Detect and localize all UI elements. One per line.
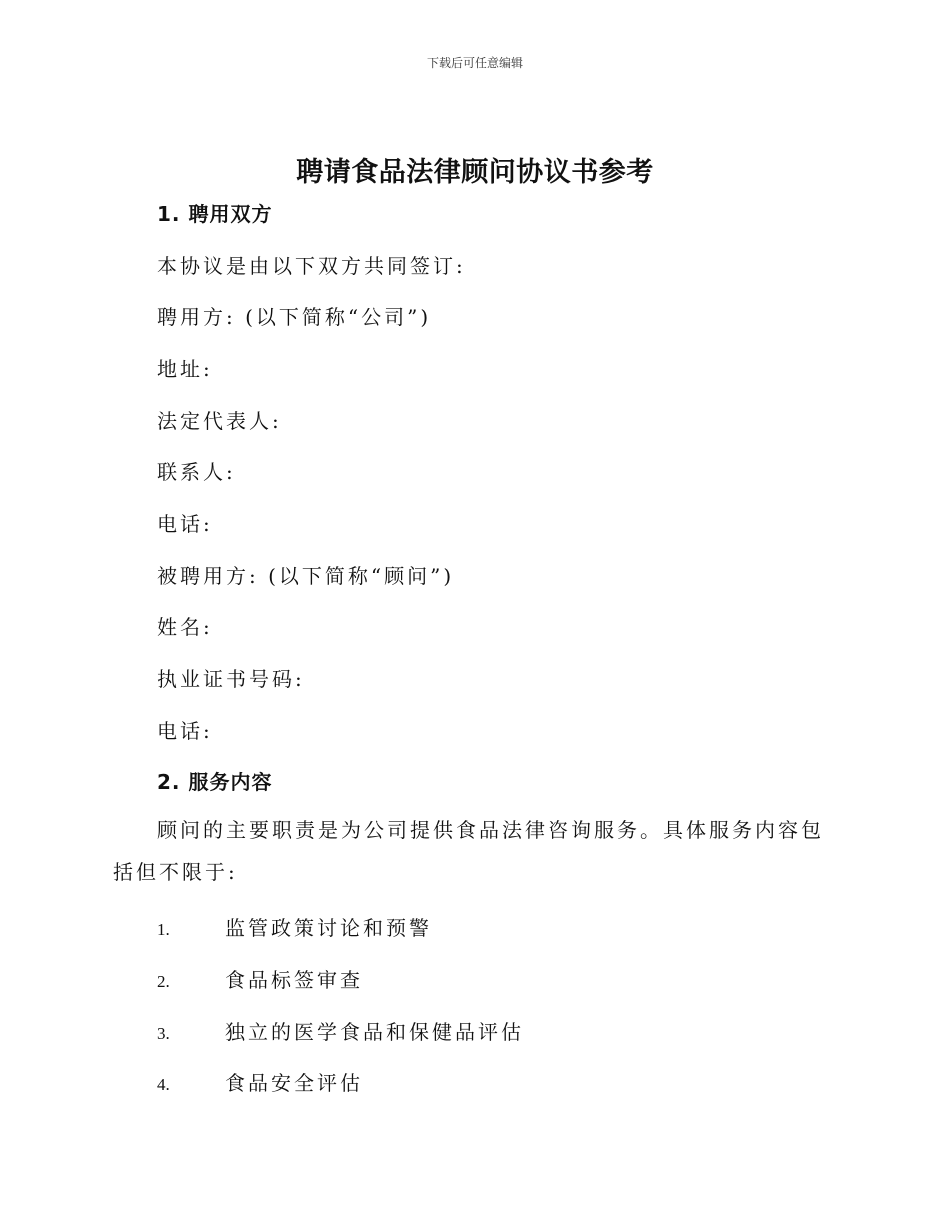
employer-phone-line: 电话: <box>157 512 213 536</box>
agreement-intro-line: 本协议是由以下双方共同签订: <box>157 254 466 278</box>
consultant-phone-line: 电话: <box>157 719 213 743</box>
services-paragraph: 顾问的主要职责是为公司提供食品法律咨询服务。具体服务内容包括但不限于: <box>113 818 824 884</box>
section-heading-services: 2. 服务内容 <box>157 770 273 794</box>
list-item <box>157 964 363 993</box>
employer-line: 聘用方: (以下简称“公司”) <box>157 305 432 329</box>
name-line: 姓名: <box>157 615 213 639</box>
document-title: 聘请食品法律顾问协议书参考 <box>296 157 654 188</box>
list-item-text: 食品标签审查 <box>225 968 363 992</box>
legal-representative-line: 法定代表人: <box>157 409 282 433</box>
address-line: 地址: <box>157 357 213 381</box>
license-number-line: 执业证书号码: <box>157 667 305 691</box>
page-header-note: 下载后可任意编辑 <box>426 56 523 70</box>
consultant-line: 被聘用方: (以下简称“顾问”) <box>157 564 455 588</box>
list-item <box>157 1067 363 1096</box>
list-item <box>157 912 432 941</box>
list-item-number: 3. <box>157 1024 170 1043</box>
list-item-number: 1. <box>157 920 170 939</box>
contact-person-line: 联系人: <box>157 460 236 484</box>
list-item-number: 4. <box>157 1075 170 1094</box>
list-item-text: 食品安全评估 <box>225 1071 363 1095</box>
list-item <box>157 1016 524 1045</box>
section-heading-parties: 1. 聘用双方 <box>157 202 273 226</box>
list-item-text: 独立的医学食品和保健品评估 <box>225 1020 524 1044</box>
list-item-number: 2. <box>157 972 170 991</box>
list-item-text: 监管政策讨论和预警 <box>225 916 432 940</box>
